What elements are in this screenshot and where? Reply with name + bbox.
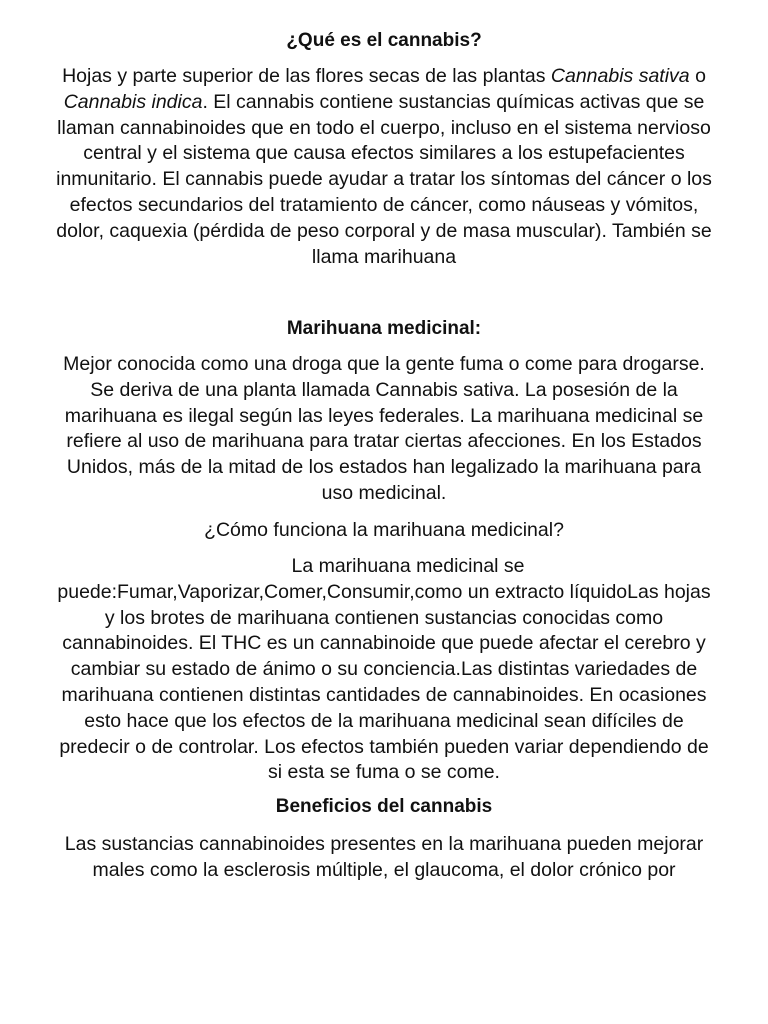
paragraph-connector-text: o	[689, 65, 706, 87]
section-title-what-is-cannabis: ¿Qué es el cannabis?	[286, 30, 482, 51]
question-how-it-works: ¿Cómo funciona la marihuana medicinal?	[204, 519, 564, 541]
paragraph-how-it-works	[52, 554, 716, 786]
paragraph-benefits: Las sustancias cannabinoides presentes en la marihuana pueden mejorar males como la esclerosis múltiple, el glaucoma, el dolor crónico por	[64, 833, 704, 881]
paragraph-body-text: . El cannabis contiene sustancias químicas activas que se llaman cannabinoides que en todo el cuerpo, incluso en el sistema nervioso central y el sistema que causa efectos similares a los estupefacientes inmunitario. El cannabis puede ayudar a tratar los síntomas del cáncer o los efectos secundarios del tratamiento de cáncer, como náuseas y vómitos, dolor, caquexia (pérdida de peso corporal y de masa muscular). También se llama marihuana	[56, 90, 712, 268]
section-title-benefits: Beneficios del cannabis	[275, 796, 493, 817]
paragraph-medical-marijuana: Mejor conocida como una droga que la gente fuma o come para drogarse. Se deriva de una planta llamada Cannabis sativa. La posesión de la marihuana es ilegal según las leyes federales. La marihuana medicinal se refiere al uso de marihuana para tratar ciertas afecciones. En los Estados Unidos, más de la mitad de los estados han legalizado la marihuana para uso medicinal.	[63, 353, 705, 504]
paragraph-intro-text: Hojas y parte superior de las flores secas de las plantas	[62, 65, 551, 87]
paragraph-rest-text: puede:Fumar,Vaporizar,Comer,Consumir,como un extracto líquidoLas hojas y los brotes de marihuana contienen sustancias conocidas como cannabinoides. El THC es un cannabinoide que puede afectar el cerebro y cambiar su estado de ánimo o su conciencia.Las distintas variedades de marihuana contienen distintas cantidades de cannabinoides. En ocasiones esto hace que los efectos de la marihuana medicinal sean difíciles de predecir o de controlar. Los efectos también pueden variar dependiendo de si esta se fuma o se come.	[57, 580, 711, 784]
section-title-medical-marijuana: Marihuana medicinal:	[286, 318, 482, 339]
term-cannabis-indica: Cannabis indica	[63, 90, 203, 113]
paragraph-first-line: La marihuana medicinal se	[291, 555, 525, 577]
paragraph-what-is-cannabis	[56, 64, 712, 270]
term-cannabis-sativa: Cannabis sativa	[550, 65, 690, 87]
